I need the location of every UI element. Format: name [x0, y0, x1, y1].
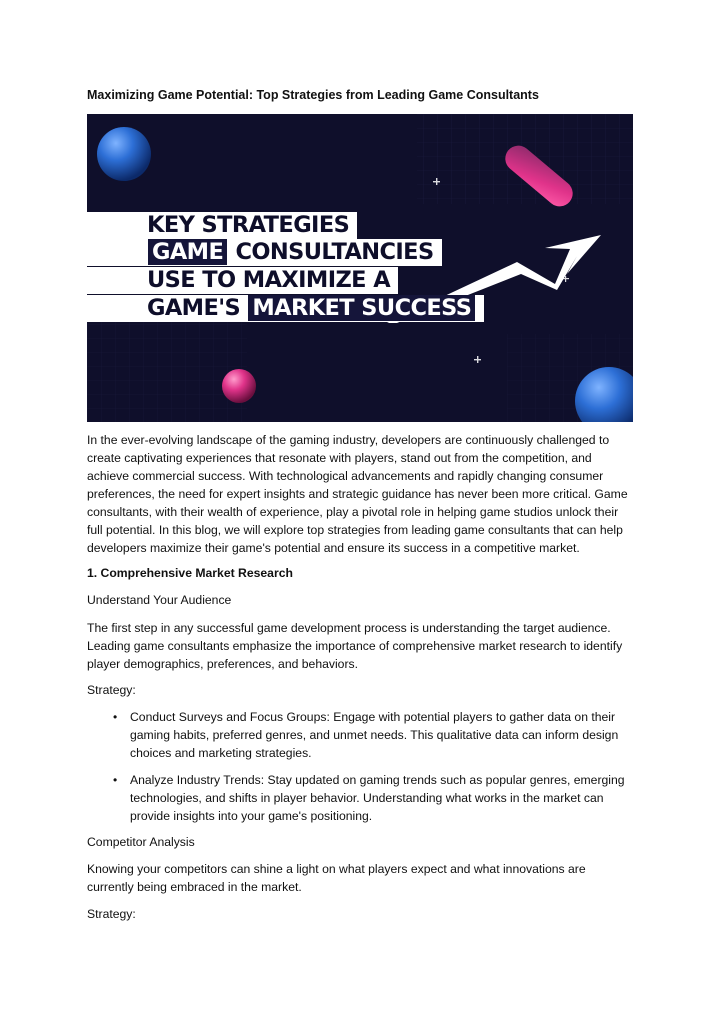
- hero-line-1-text: KEY STRATEGIES: [147, 212, 350, 238]
- bullet-text: Conduct Surveys and Focus Groups: Engage with potential players to gather data on their gaming habits, preferred genres, and unmet needs. This qualitative data can inform design choices and marketing strategies.: [130, 710, 619, 760]
- hero-line-2-highlight: GAME: [148, 239, 227, 265]
- hero-banner-image: [87, 114, 633, 422]
- strategy-label-2: Strategy:: [87, 907, 136, 921]
- intro-paragraph: In the ever-evolving landscape of the gaming industry, developers are continuously challenged to create captivating experiences that resonate with players, stand out from the competition, and achieve commercial success. With technological advancements and rapidly changing consumer preferences, the need for expert insights and strategic guidance has never been more critical. Game consultants, with their wealth of experience, play a pivotal role in helping game studios unlock their full potential. In this blog, we will explore top strategies from leading game consultants that can help developers maximize their game's potential and ensure its success in a competitive market.: [87, 433, 628, 555]
- strategy-label: Strategy:: [87, 683, 136, 697]
- blue-sphere-top-left: [97, 127, 151, 181]
- hero-line-4-highlight: MARKET SUCCESS: [248, 295, 475, 321]
- subheading-understand-audience: Understand Your Audience: [87, 593, 232, 607]
- document-title: Maximizing Game Potential: Top Strategies from Leading Game Consultants: [87, 88, 539, 102]
- hero-line-3-text: USE TO MAXIMIZE A: [147, 267, 391, 293]
- hero-line-4: [87, 295, 484, 322]
- bullet-icon: •: [113, 710, 118, 724]
- list-item: [87, 771, 635, 825]
- strategy-bullet-list: [87, 708, 635, 825]
- pink-sphere-bottom: [222, 369, 256, 403]
- bullet-text: Analyze Industry Trends: Stay updated on gaming trends such as popular genres, emerging technologies, and shifts in player behavior. Understanding what works in the market can provide insights into your game's positioning.: [130, 773, 625, 823]
- hero-line-2: [87, 239, 442, 266]
- audience-paragraph: The first step in any successful game development process is understanding the target audience. Leading game consultants emphasize the importance of comprehensive market research to identify player demographics, preferences, and behaviors.: [87, 621, 623, 671]
- hero-line-4-text: GAME'S: [147, 295, 241, 321]
- competitor-paragraph: Knowing your competitors can shine a light on what players expect and what innovations are currently being embraced in the market.: [87, 862, 586, 894]
- hero-line-1: [87, 212, 357, 239]
- hero-line-3: [87, 267, 398, 294]
- hero-line-2-text: CONSULTANCIES: [235, 239, 434, 265]
- subheading-competitor-analysis: Competitor Analysis: [87, 835, 195, 849]
- bullet-icon: •: [113, 773, 118, 787]
- list-item: [87, 708, 635, 762]
- section-1-heading: 1. Comprehensive Market Research: [87, 566, 293, 580]
